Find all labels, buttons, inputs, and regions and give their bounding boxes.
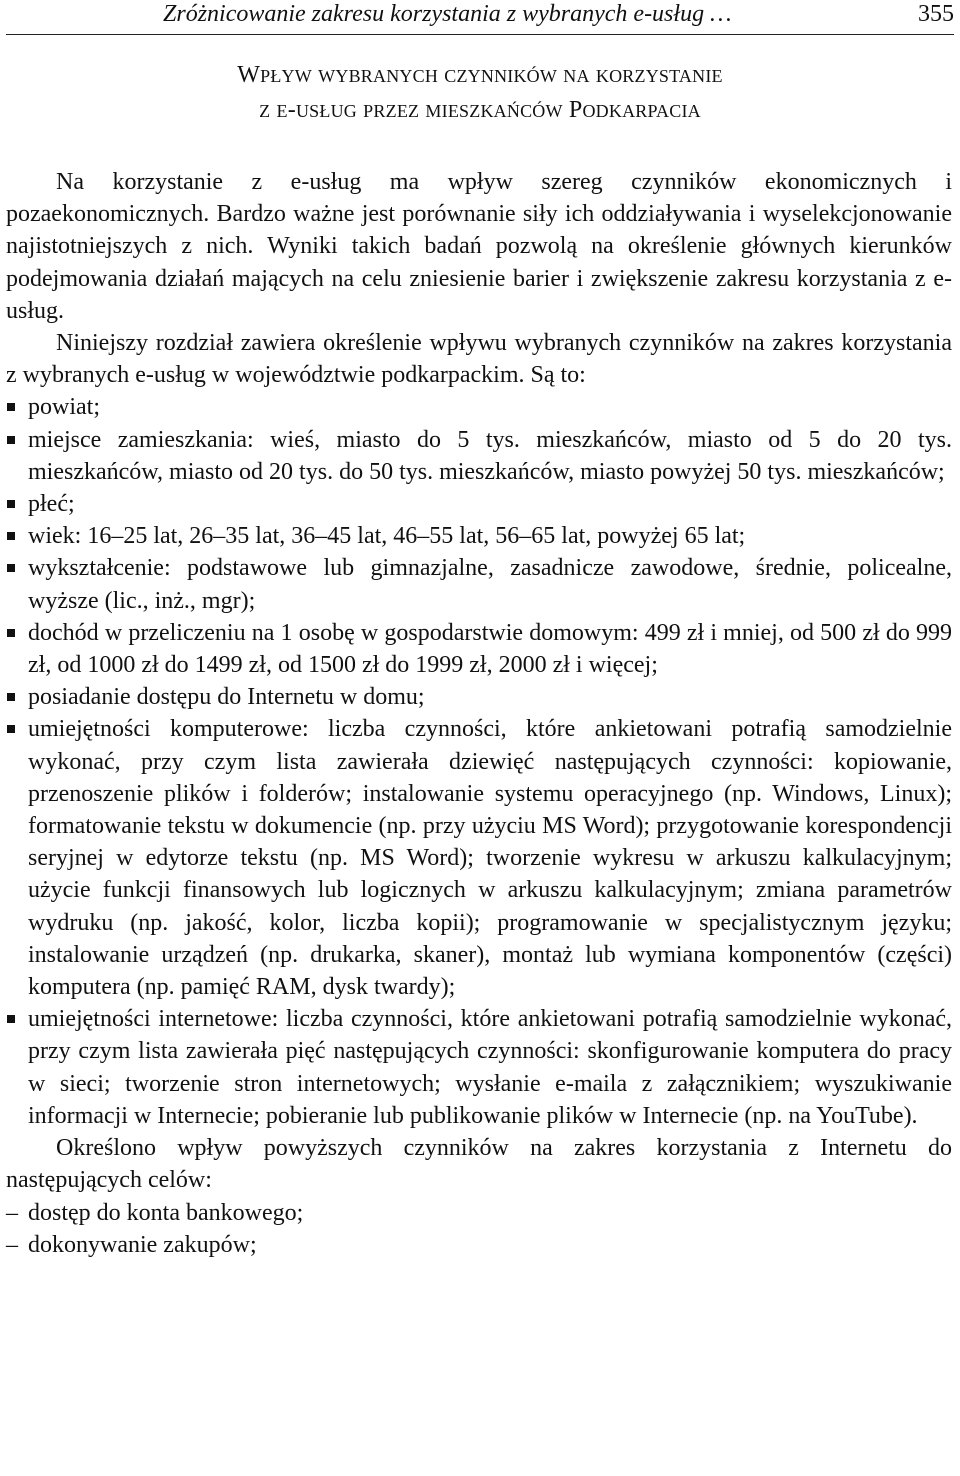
chapter-title (0, 58, 960, 128)
list-item (6, 1229, 952, 1261)
goals-list (6, 1197, 952, 1261)
chapter-scope-paragraph: Niniejszy rozdział zawiera określenie wpływu wybranych czynników na zakres korzystania z wybranych e-usług w województwie podkarpackim. Są to: (6, 330, 952, 389)
list-item-text: płeć; (28, 491, 75, 518)
square-bullet-icon (7, 1015, 15, 1023)
list-item (6, 520, 952, 552)
square-bullet-icon (7, 725, 15, 733)
square-bullet-icon (7, 629, 15, 637)
square-bullet-icon (7, 403, 15, 411)
list-item-text: dostęp do konta bankowego; (28, 1199, 304, 1226)
square-bullet-icon (7, 500, 15, 508)
list-item-text: wykształcenie: podstawowe lub gimnazjalne, zasadnicze zawodowe, średnie, policealne, wyższe (lic., inż., mgr); (28, 555, 952, 614)
list-item-text: miejsce zamieszkania: wieś, miasto do 5 tys. mieszkańców, miasto od 5 do 20 tys. mieszkańców, miasto od 20 tys. do 50 tys. mieszkańców, miasto powyżej 50 tys. mieszkańców; (28, 426, 952, 485)
list-item-text: dokonywanie zakupów; (28, 1231, 257, 1258)
intro-paragraph: Na korzystanie z e-usług ma wpływ szereg czynników ekonomicznych i pozaekonomicznych. Bardzo ważne jest porównanie siły ich oddziaływania i wyselekcjonowanie najistotniejszych z nich. Wyniki takich badań pozwolą na określenie głównych kierunków podejmowania działań mających na celu zniesienie barier i zwiększenie zakresu korzystania z e-usług. (6, 169, 952, 324)
body-text (6, 166, 952, 1261)
list-item (6, 681, 952, 713)
list-item (6, 713, 952, 1003)
list-item-text: wiek: 16–25 lat, 26–35 lat, 36–45 lat, 46–55 lat, 56–65 lat, powyżej 65 lat; (28, 523, 746, 550)
square-bullet-icon (7, 693, 15, 701)
list-item-text: umiejętności internetowe: liczba czynności, które ankietowani potrafią samodzielnie wykonać, przy czym lista zawierała pięć następujących czynności: skonfigurowanie komputera do pracy w sieci; tworzenie stron internetowych; wysłanie e-maila z załącznikiem; wyszukiwanie informacji w Internecie; pobieranie lub publikowanie plików w Internecie (np. na YouTube). (28, 1006, 952, 1129)
square-bullet-icon (7, 564, 15, 572)
list-item-text: umiejętności komputerowe: liczba czynności, które ankietowani potrafią samodzielnie wykonać, przy czym lista zawierała dziewięć następujących czynności: kopiowanie, przenoszenie plików i folderów; instalowanie systemu operacyjnego (np. Windows, Linux); formatowanie tekstu w dokumencie (np. przy użyciu MS Word); przygotowanie korespondencji seryjnej w edytorze tekstu (np. MS Word); tworzenie wykresu w arkuszu kalkulacyjnym; użycie funkcji finansowych lub logicznych w arkuszu kalkulacyjnym; zmiana parametrów wydruku (np. jakość, kolor, liczba kopii); programowanie w specjalistycznym języku; instalowanie urządzeń (np. drukarka, skaner), montaż lub wymiana komponentów (części) komputera (np. pamięć RAM, dysk twardy); (28, 716, 952, 1001)
list-item (6, 1197, 952, 1229)
page-number: 355 (918, 1, 954, 27)
list-item (6, 552, 952, 616)
factors-list (6, 391, 952, 1132)
chapter-title-line-1: WPŁYW WYBRANYCH CZYNNIKÓW NA KORZYSTANIE (237, 62, 723, 88)
list-item (6, 391, 952, 423)
chapter-title-line-2: Z E-USŁUG PRZEZ MIESZKAŃCÓW PODKARPACIA (259, 97, 701, 123)
goals-intro-paragraph: Określono wpływ powyższych czynników na zakres korzystania z Internetu do następujących celów: (6, 1135, 952, 1194)
dash-marker: – (6, 1199, 18, 1226)
list-item-text: powiat; (28, 394, 100, 421)
square-bullet-icon (7, 532, 15, 540)
list-item (6, 617, 952, 681)
page-header (6, 0, 954, 35)
running-title: Zróżnicowanie zakresu korzystania z wybranych e-usług … (163, 1, 732, 27)
list-item (6, 1003, 952, 1132)
dash-marker: – (6, 1231, 18, 1258)
square-bullet-icon (7, 436, 15, 444)
list-item-text: posiadanie dostępu do Internetu w domu; (28, 684, 425, 711)
list-item (6, 424, 952, 488)
list-item-text: dochód w przeliczeniu na 1 osobę w gospodarstwie domowym: 499 zł i mniej, od 500 zł do 999 zł, od 1000 zł do 1499 zł, od 1500 zł do 1999 zł, 2000 zł i więcej; (28, 619, 952, 679)
list-item (6, 488, 952, 520)
